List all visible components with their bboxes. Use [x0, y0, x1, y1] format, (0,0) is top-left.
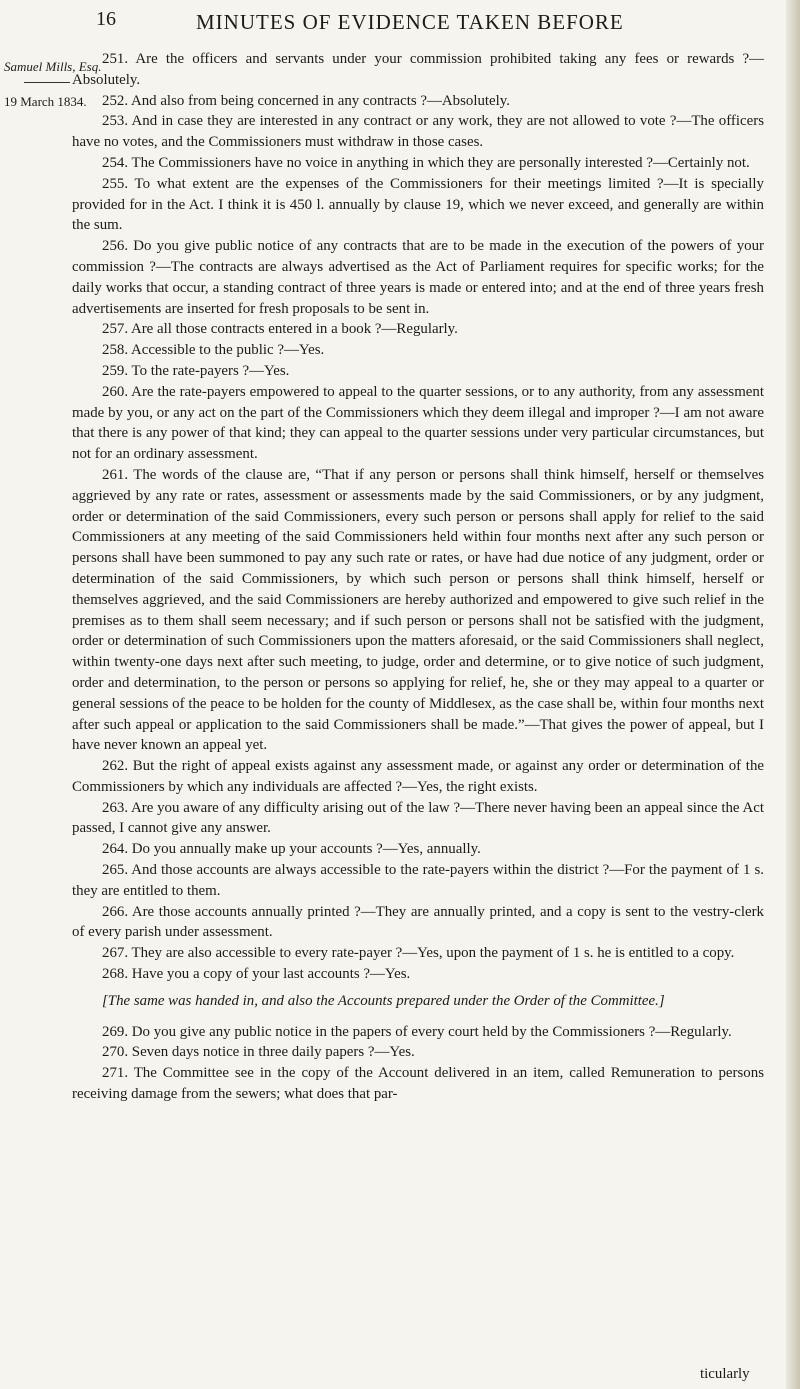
paragraph-261: 261. The words of the clause are, “That if any person or persons shall think himself, herself or themselves aggrieved by any rate or rates, assessment or assessments made by the said Commissioners, or by any judgment, order or determination of the said Commissioners, every such person or persons shall apply for relief to the said Commissioners at any meeting of the said Commissioners held within four months next after any such person or persons shall have been summoned to pay any such rate or rates, or have had due notice of any judgment, order or determination of the said Commissioners, by which such person or persons shall think himself, herself or themselves aggrieved, and the said Commissioners are hereby authorized and empowered to give such relief in the premises as to them shall seem necessary; and if such person or persons shall not be satisfied with the judgment, order or determination of such Commissioners upon the matters aforesaid, or the said Commissioners shall neglect, within twenty-one days next after such meeting, to judge, order and determine, or to give notice of such judgment, order and determination, to the person or persons so applying for relief, he, she or they may appeal to a quarter or general sessions of the peace to be holden for the county of Middlesex, as the case shall be, within four months next after such appeal or application to the said Commissioners shall be made.”—That gives the power of appeal, but I have never known an appeal yet. — [72, 466, 764, 754]
margin-rule — [24, 82, 70, 83]
paragraph-268: 268. Have you a copy of your last accounts ?—Yes. — [102, 966, 411, 983]
paragraph-259: 259. To the rate-payers ?—Yes. — [102, 362, 290, 379]
paragraph-256: 256. Do you give public notice of any contracts that are to be made in the execution of the powers of your commission ?—The contracts are always advertised as the Act of Parliament requires for specific works; for the daily works that occur, a standing contract of three years is made or entered into; and at the end of three years fresh advertisements are inserted for fresh proposals to be sent in. — [72, 238, 764, 317]
body-text — [72, 49, 764, 1105]
paragraph-270: 270. Seven days notice in three daily papers ?—Yes. — [102, 1044, 415, 1061]
paragraph-269: 269. Do you give any public notice in the papers of every court held by the Commissioners ?—Regularly. — [102, 1023, 732, 1040]
paragraph-264: 264. Do you annually make up your accounts ?—Yes, annually. — [102, 841, 481, 858]
paragraph-271: 271. The Committee see in the copy of the Account delivered in an item, called Remuneration to persons receiving damage from the sewers; what does that par- — [72, 1065, 764, 1103]
editorial-note: [The same was handed in, and also the Accounts prepared under the Order of the Committee.] — [102, 992, 665, 1009]
paragraph-260: 260. Are the rate-payers empowered to appeal to the quarter sessions, or to any authority, from any assessment made by you, or any act on the part of the Commissioners which they deem illegal and improper ?—I am not aware that there is any power of that kind; they can appeal to the quarter sessions under very particular circumstances, but not for an ordinary assessment. — [72, 383, 764, 463]
running-head: MINUTES OF EVIDENCE TAKEN BEFORE — [196, 10, 624, 34]
paragraph-262: 262. But the right of appeal exists against any assessment made, or against any order or determination of the Commissioners by which any individuals are affected ?—Yes, the right exists. — [72, 758, 764, 795]
catchword: ticularly — [700, 1366, 750, 1382]
paragraph-255: 255. To what extent are the expenses of the Commissioners for their meetings limited ?—It is specially provided for in the Act. I think it is 450 l. annually by clause 19, which we never exceed, and generally are within the sum. — [72, 175, 764, 234]
margin-date: 19 March 1834. — [4, 94, 87, 109]
paragraph-251: 251. Are the officers and servants under your commission prohibited taking any fees or rewards ?—Absolutely. — [72, 51, 764, 88]
page-number: 16 — [96, 8, 116, 30]
page-edge-shadow — [786, 0, 800, 1389]
margin-witness-name: Samuel Mills, Esq. — [4, 59, 102, 74]
paragraph-252: 252. And also from being concerned in any contracts ?—Absolutely. — [102, 92, 511, 109]
paragraph-266: 266. Are those accounts annually printed ?—They are annually printed, and a copy is sent to the vestry-clerk of every parish under assessment. — [72, 903, 764, 941]
paragraph-263: 263. Are you aware of any difficulty arising out of the law ?—There never having been an appeal since the Act passed, I cannot give any answer. — [72, 799, 764, 837]
paragraph-254: 254. The Commissioners have no voice in anything in which they are personally interested ?—Certainly not. — [102, 154, 750, 171]
paragraph-253: 253. And in case they are interested in any contract or any work, they are not allowed to vote ?—The officers have no votes, and the Commissioners must withdraw in those cases. — [72, 113, 764, 151]
paragraph-257: 257. Are all those contracts entered in a book ?—Regularly. — [102, 321, 458, 338]
paragraph-258: 258. Accessible to the public ?—Yes. — [102, 342, 325, 359]
paragraph-267: 267. They are also accessible to every rate-payer ?—Yes, upon the payment of 1 s. he is entitled to a copy. — [102, 945, 735, 962]
paragraph-265: 265. And those accounts are always accessible to the rate-payers within the district ?—For the payment of 1 s. they are entitled to them. — [72, 862, 764, 899]
